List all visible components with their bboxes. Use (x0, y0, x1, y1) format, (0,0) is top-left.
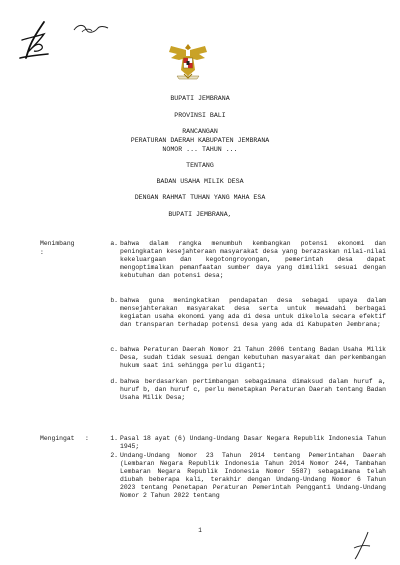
item-text: bahwa guna meningkatkan pendapatan desa sebagai upaya dalam mensejahterakan masyarakat desa serta untuk mewadahi berbagai kegiatan usaha ekonomi yang ada di desa untuk dikelola secara efektif dan transparan terhadap potensi desa yang ada di Kabupaten Jembrana; (120, 297, 386, 329)
menimbang-colon: : (40, 249, 44, 256)
item-text: Pasal 18 ayat (6) Undang-Undang Dasar Negara Republik Indonesia Tahun 1945; (120, 435, 386, 451)
regulation-title: PERATURAN DAERAH KABUPATEN JEMBRANA (130, 137, 270, 144)
mengingat-item-1 (110, 435, 386, 451)
item-marker: a. (110, 240, 118, 247)
item-marker: b. (110, 297, 118, 304)
mengingat-colon: : (85, 435, 89, 442)
menimbang-item-c (110, 346, 386, 370)
regent-title: BUPATI JEMBRANA (170, 95, 230, 102)
item-marker: 2. (110, 452, 118, 459)
page-number: 1 (198, 527, 202, 534)
divine-preamble: DENGAN RAHMAT TUHAN YANG MAHA ESA (134, 194, 266, 201)
item-marker: c. (110, 346, 118, 353)
menimbang-item-d (110, 378, 386, 402)
paraf-mark (72, 20, 110, 38)
about-label: TENTANG (186, 162, 214, 169)
province-title: PROVINSI BALI (174, 112, 226, 119)
handwritten-signature (14, 18, 58, 62)
menimbang-item-b (110, 297, 386, 329)
regulation-number: NOMOR ... TAHUN ... (162, 146, 238, 153)
mengingat-item-2 (110, 452, 386, 501)
mengingat-label: Mengingat (40, 435, 75, 442)
regent-signatory: BUPATI JEMBRANA, (168, 211, 232, 218)
menimbang-item-a (110, 240, 386, 280)
menimbang-label: Menimbang (40, 240, 75, 247)
regulation-subject: BADAN USAHA MILIK DESA (156, 178, 244, 185)
paraf-mark-bottom (348, 530, 376, 560)
item-marker: d. (110, 378, 118, 385)
item-text: bahwa dalam rangka menumbuh kembangkan potensi ekonomi dan peningkatan kesejahteraan masyarakat desa yang berazaskan nilai-nilai kekeluargaan dan kegotongroyongan, pemerintah desa dapat mengoptimalkan pemanfaatan sumber daya yang dimiliki sesuai dengan kebutuhan dan potensi desa; (120, 240, 386, 280)
item-text: bahwa berdasarkan pertimbangan sebagaimana dimaksud dalam huruf a, huruf b, dan huruf c, perlu menetapkan Peraturan Daerah tentang Badan Usaha Milik Desa; (120, 378, 386, 402)
garuda-pancasila-emblem (165, 38, 211, 84)
item-text: Undang-Undang Nomor 23 Tahun 2014 tentang Pemerintahan Daerah (Lembaran Negara Republik Indonesia Tahun 2014 Nomor 244, Tambahan Lembaran Negara Republik Indonesia Nomor 5587) sebagaimana telah diubah beberapa kali, terakhir dengan Undang-Undang Nomor 6 Tahun 2023 tentang Penetapan Peraturan Pemerintah Pengganti Undang-Undang Nomor 2 Tahun 2022 tentang (120, 452, 386, 500)
item-text: bahwa Peraturan Daerah Nomor 21 Tahun 2006 tentang Badan Usaha Milik Desa, sudah tidak sesuai dengan kebutuhan masyarakat dan perkembangan hukum saat ini sehingga perlu diganti; (120, 346, 386, 370)
draft-label: RANCANGAN (182, 128, 218, 135)
item-marker: 1. (110, 435, 118, 442)
